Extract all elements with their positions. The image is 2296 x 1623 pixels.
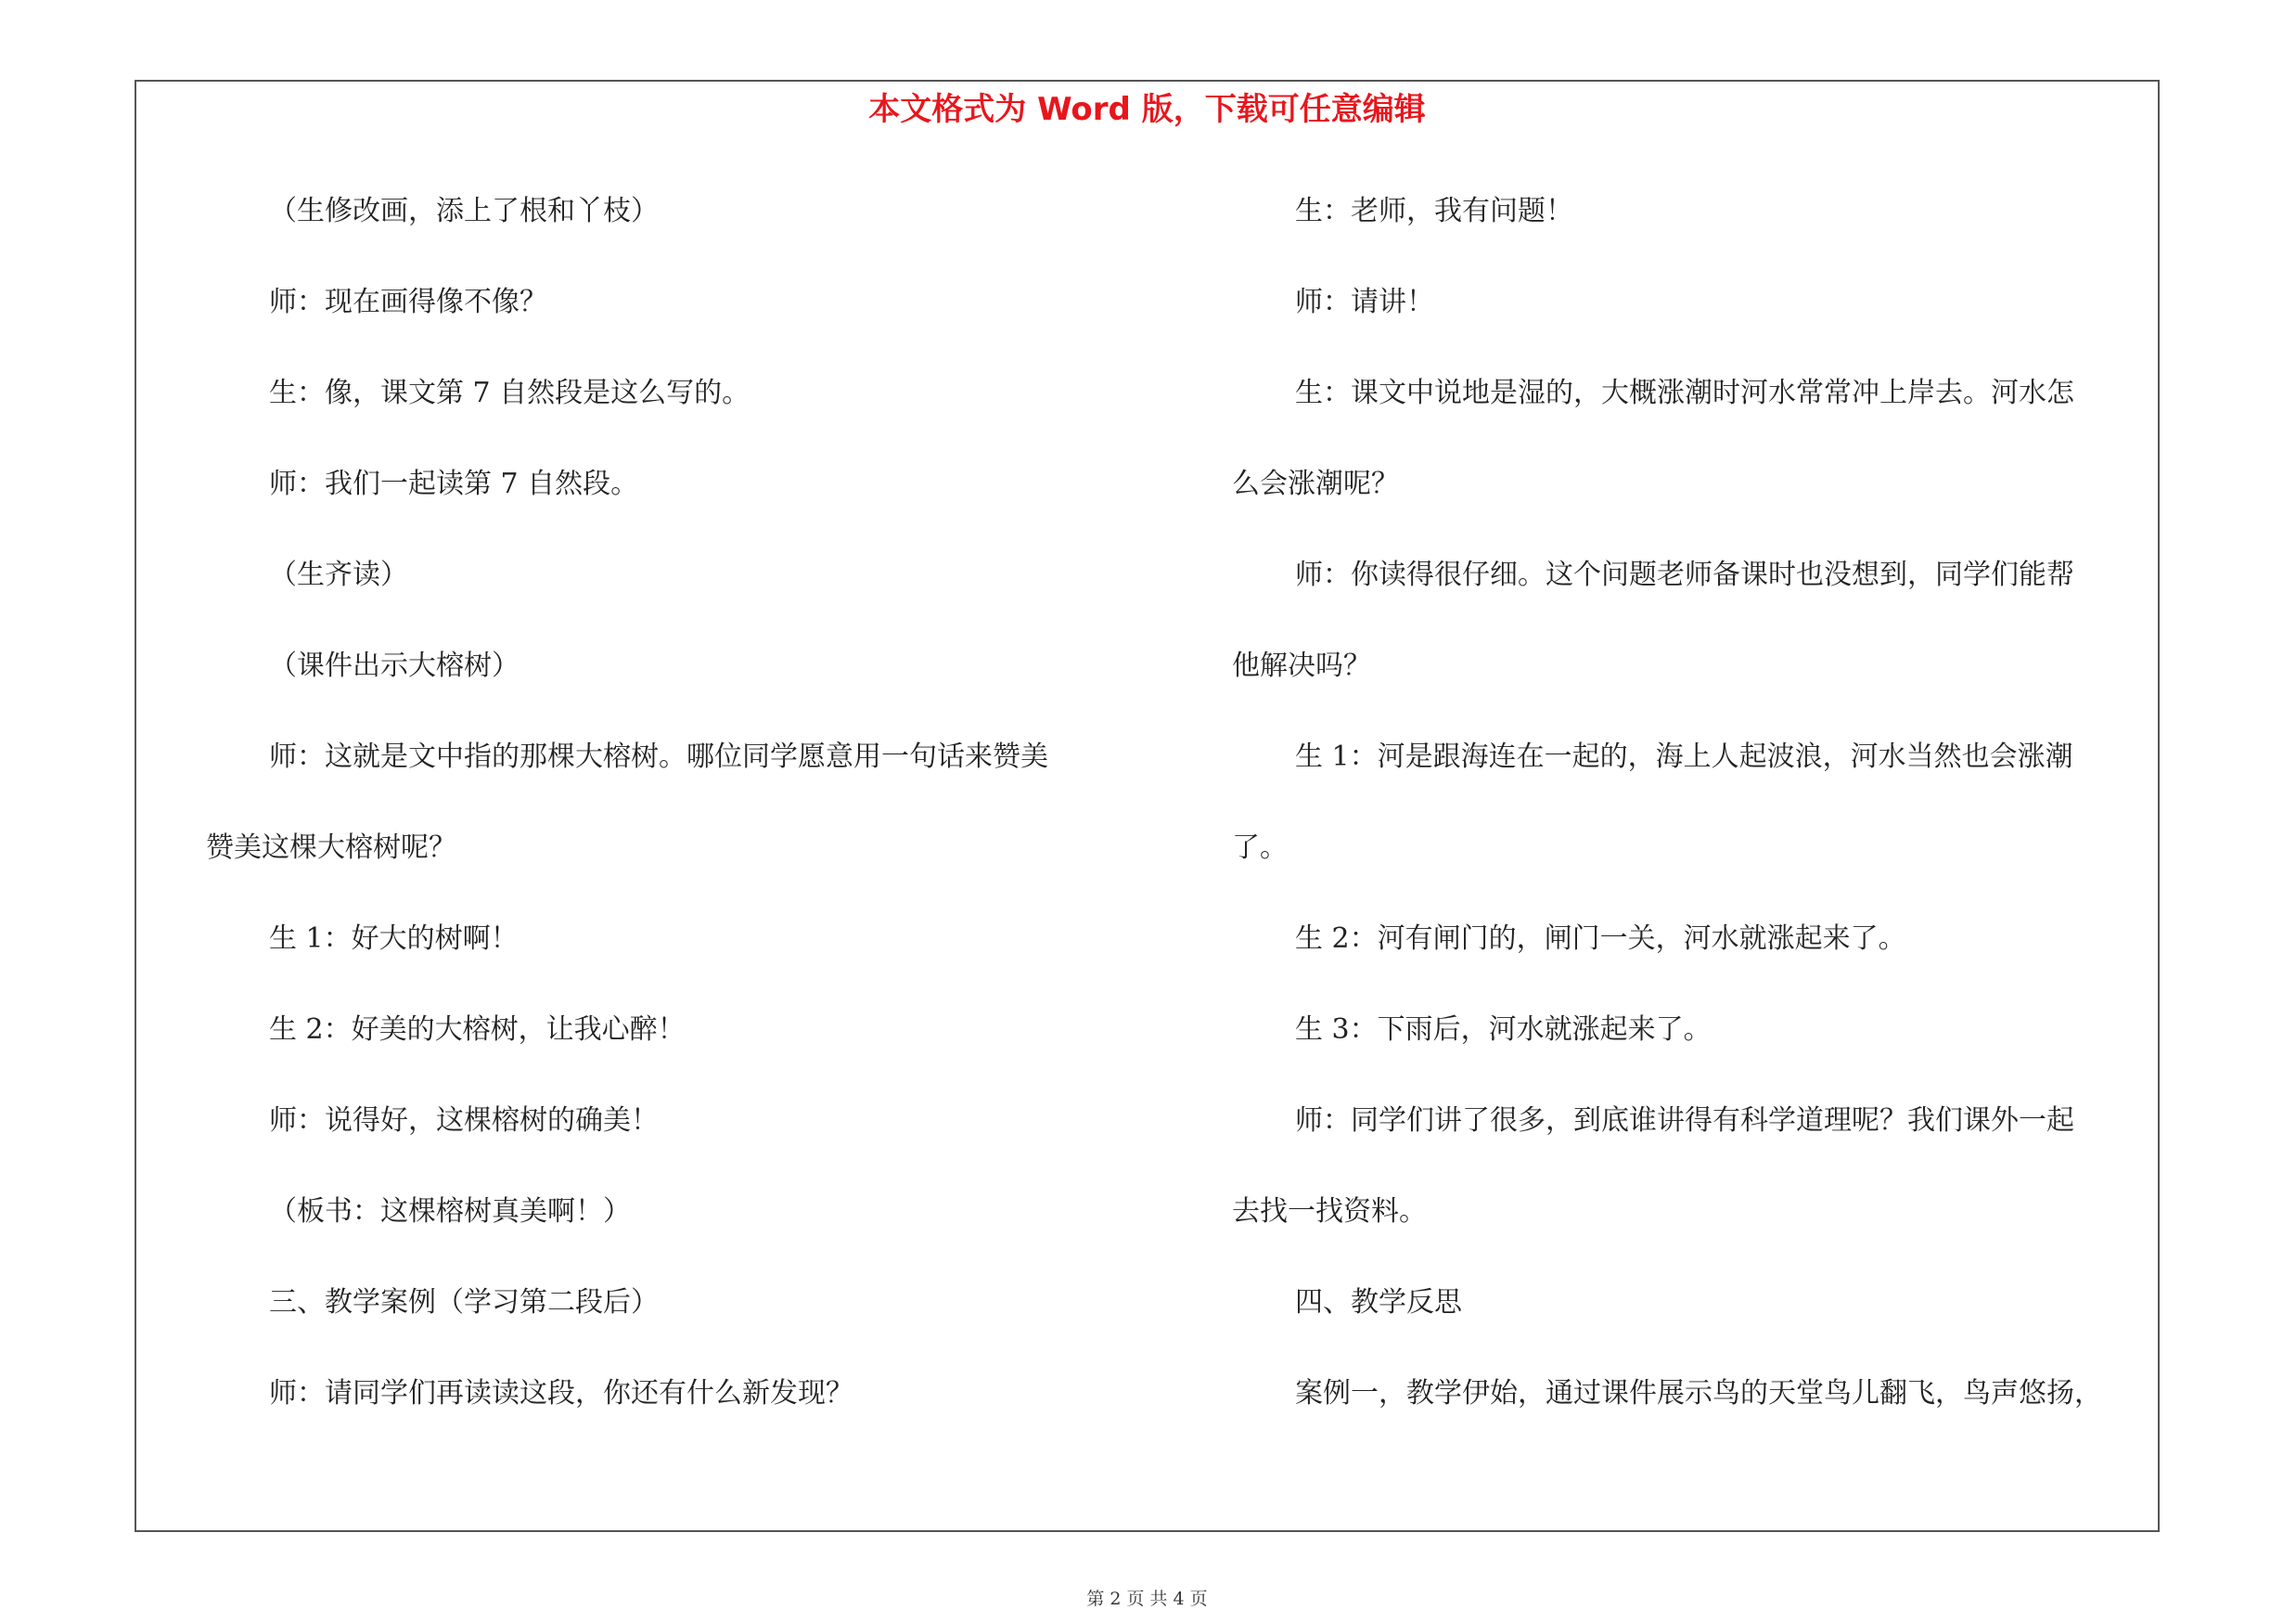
text-line: 他解决吗？: [1232, 650, 1371, 682]
text-line: 师：现在画得像不像？: [269, 286, 547, 318]
text-line: 生 2：好美的大榕树，让我心醉！: [269, 1013, 686, 1046]
text-line: （生修改画，添上了根和丫枝）: [269, 195, 659, 227]
text-line: 生 1：河是跟海连在一起的，海上人起波浪，河水当然也会涨潮: [1295, 741, 2073, 773]
text-line: 师：这就是文中指的那棵大榕树。哪位同学愿意用一句话来赞美: [269, 741, 1048, 773]
text-line: 生：课文中说地是湿的，大概涨潮时河水常常冲上岸去。河水怎: [1295, 377, 2074, 409]
text-line: 么会涨潮呢？: [1232, 468, 1399, 500]
text-line: 师：同学们讲了很多，到底谁讲得有科学道理呢？我们课外一起: [1295, 1104, 2074, 1137]
text-line: 案例一，教学伊始，通过课件展示鸟的天堂鸟儿翻飞，鸟声悠扬，: [1295, 1377, 2102, 1410]
text-line: 生 1：好大的树啊！: [269, 922, 519, 955]
page-number: 第 2 页 共 4 页: [1086, 1589, 1208, 1609]
text-line: 师：请讲！: [1295, 286, 1434, 318]
text-line: 生：像，课文第 7 自然段是这么写的。: [269, 377, 750, 409]
text-line: 去找一找资料。: [1232, 1195, 1427, 1228]
text-line: 了。: [1232, 831, 1288, 864]
header-notice: 本文格式为 Word 版，下载可任意编辑: [868, 91, 1426, 128]
text-line: 生：老师，我有问题！: [1295, 195, 1573, 227]
text-line: 赞美这棵大榕树呢？: [206, 831, 456, 864]
text-line: 三、教学案例（学习第二段后）: [269, 1286, 659, 1319]
text-line: 生 2：河有闸门的，闸门一关，河水就涨起来了。: [1295, 922, 1906, 955]
right-column: [1232, 158, 2152, 1431]
text-line: 生 3：下雨后，河水就涨起来了。: [1295, 1013, 1712, 1046]
text-line: （生齐读）: [269, 559, 408, 591]
left-column: [206, 158, 1134, 1431]
text-line: （板书：这棵榕树真美啊！）: [269, 1195, 631, 1228]
text-line: （课件出示大榕树）: [269, 650, 519, 682]
text-line: 四、教学反思: [1295, 1286, 1462, 1319]
text-line: 师：你读得很仔细。这个问题老师备课时也没想到，同学们能帮: [1295, 559, 2074, 591]
text-line: 师：说得好，这棵榕树的确美！: [269, 1104, 659, 1137]
text-line: 师：我们一起读第 7 自然段。: [269, 468, 639, 500]
text-line: 师：请同学们再读读这段，你还有什么新发现？: [269, 1377, 853, 1410]
